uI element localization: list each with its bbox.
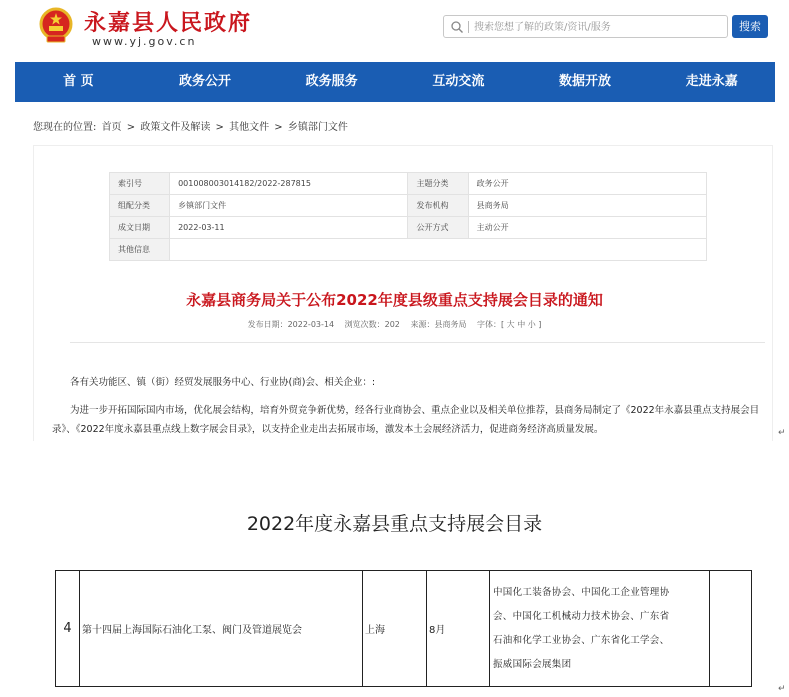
topic-label: 主题分类 [408,173,468,195]
site-title[interactable]: 永嘉县人民政府 [84,10,253,36]
organizer-line: 石油和化学工业协会、广东省化工学会、 [493,634,670,646]
paragraph-salutation: 各有关功能区、镇（街）经贸发展服务中心、行业协(商)会、相关企业：: [70,377,376,388]
site-header [0,0,789,62]
source: 来源：县商务局 [410,320,467,329]
organizer-line: 中国化工装备协会、中国化工企业管理协 [493,586,670,598]
organizer-line: 振威国际会展集团 [493,658,572,670]
font-size-control[interactable]: 字体：[ 大 中 小 ] [477,320,542,329]
search-separator [468,21,469,33]
expo-index: 4 [56,571,80,687]
date-label: 成文日期 [110,217,170,239]
breadcrumb-policy-docs[interactable]: 政策文件及解读 [140,122,211,133]
breadcrumb-home[interactable]: 首页 [101,122,122,133]
breadcrumb-separator: > [274,122,283,133]
other-label: 其他信息 [110,239,170,261]
table-row [110,239,707,261]
expo-city: 上海 [363,571,427,687]
expo-name: 第十四届上海国际石油化工泵、阀门及管道展览会 [80,571,363,687]
org-value: 乡镇部门文件 [170,195,408,217]
nav-gov-affairs-open[interactable]: 政务公开 [179,74,232,89]
open-label: 公开方式 [408,217,468,239]
breadcrumb-separator: > [126,122,136,133]
other-value [170,239,707,261]
search-input[interactable] [474,18,724,36]
table-row [110,217,707,239]
breadcrumb-other-docs[interactable]: 其他文件 [229,122,270,133]
expo-table [55,570,752,687]
breadcrumb [33,118,350,133]
site-url: www.yj.gov.cn [92,35,197,48]
date-value: 2022-03-11 [170,217,408,239]
organizer-line: 会、中国化工机械动力技术协会、广东省 [493,610,670,622]
paragraph-body: 为进一步开拓国际国内市场，优化展会结构，培育外贸竞争新优势，经各行业商协会、重点企业以及相关单位推荐，县商务局制定了《2022年永嘉县重点支持展会目录》、《2022年度永嘉县重点线上数字展会目录》，以支持企业走出去拓展市场，激发本土会展经济活力，促进商务经济高质量发展。 [52,405,760,435]
publisher-value: 县商务局 [468,195,706,217]
search-button[interactable]: 搜索 [732,15,768,38]
section-title: 2022年度永嘉县重点支持展会目录 [246,513,543,535]
nav-home[interactable]: 首 页 [63,74,94,89]
main-nav [15,62,775,102]
index-value: 001008003014182/2022-287815 [170,173,408,195]
national-emblem-icon [36,6,76,46]
expo-organizers [490,571,710,687]
expo-extra-cell [710,571,752,687]
divider [70,342,765,343]
table-row [110,195,707,217]
table-row [110,173,707,195]
org-label: 组配分类 [110,195,170,217]
search-box [443,15,728,38]
document-info-table [109,172,707,261]
nav-about-yongjia[interactable]: 走进永嘉 [685,74,738,89]
nav-gov-services[interactable]: 政务服务 [305,74,358,89]
publisher-label: 发布机构 [408,195,468,217]
index-label: 索引号 [110,173,170,195]
breadcrumb-dept-docs[interactable]: 乡镇部门文件 [287,122,348,133]
return-mark: ↵ [778,428,786,438]
publish-date: 发布日期：2022-03-14 [247,320,335,329]
topic-value: 政务公开 [468,173,706,195]
breadcrumb-separator: > [215,122,224,133]
breadcrumb-prefix: 您现在的位置: [33,122,97,133]
table-row [56,571,752,687]
document-title: 永嘉县商务局关于公布2022年度县级重点支持展会目录的通知 [186,291,603,309]
return-mark: ↵ [778,684,786,694]
expo-month: 8月 [427,571,490,687]
view-count: 浏览次数：202 [344,320,400,329]
nav-open-data[interactable]: 数据开放 [559,74,612,89]
open-value: 主动公开 [468,217,706,239]
document-meta [0,319,789,330]
search-icon [450,20,464,34]
nav-interaction[interactable]: 互动交流 [432,74,485,89]
